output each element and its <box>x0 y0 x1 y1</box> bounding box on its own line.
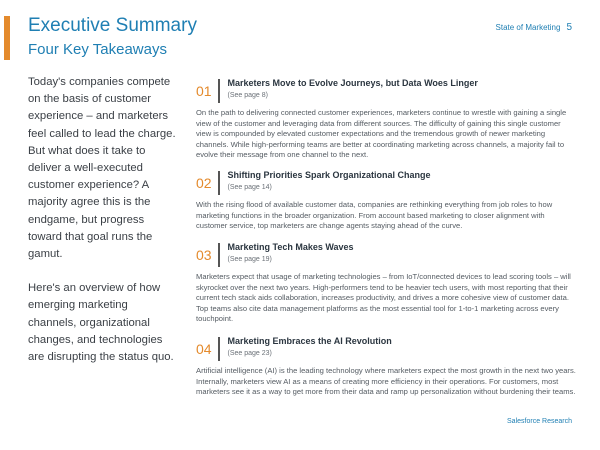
takeaway-body: On the path to delivering connected customer experiences, marketers continue to wrestle with gaining a single view of the customer and leveraging data from different sources. The difficulty of gaining this single customer view is compounded by elevated customer expectations and the tremendous growth of newer marketing channels. While high-performing teams are better at coordinating marketing across channels, a majority fail to evolve their message from one channel to the next. <box>196 108 567 160</box>
page-reference: (See page 14) <box>227 184 272 191</box>
divider <box>218 337 220 361</box>
takeaway-number: 03 <box>196 247 212 263</box>
takeaway-title: Marketers Move to Evolve Journeys, but Data Woes Linger <box>227 78 478 88</box>
takeaway-body: With the rising flood of available customer data, companies are rethinking everything from job roles to how marketing functions in the broader organization. From account based marketing to closer alignment with customer service, top marketers are change agents staying ahead of the curve. <box>196 200 553 231</box>
running-header <box>496 22 572 33</box>
takeaway-number: 01 <box>196 83 212 99</box>
divider <box>218 79 220 103</box>
takeaway-body: Marketers expect that usage of marketing technologies – from IoT/connected devices to lead scoring tools – will skyrocket over the next two years. High-performers tend to be heavier tech users, with most reporting that their current tech stack aids collaboration, increases productivity, and drives a more cohesive view of customer data. Top teams also cite data management platforms as the most essential tool for 1-to-1 marketing across every touchpoint. <box>196 272 571 324</box>
footer-source: Salesforce Research <box>507 418 572 425</box>
takeaway-title: Marketing Embraces the AI Revolution <box>227 336 392 346</box>
takeaway-02 <box>196 170 576 232</box>
divider <box>218 243 220 267</box>
takeaway-body: Artificial intelligence (AI) is the leading technology where marketers expect the most growth in the next two years. Internally, marketers view AI as a means of creating more efficiency in their operations. For customers, most marketers see it as a way to get more from their data and ramp up personalization without burdening their teams. <box>196 366 576 397</box>
takeaway-title: Marketing Tech Makes Waves <box>227 242 354 252</box>
takeaway-01 <box>196 78 576 161</box>
page-title: Executive Summary <box>28 15 197 36</box>
lead-column <box>28 74 178 366</box>
page-number: 5 <box>566 22 572 33</box>
takeaway-number: 04 <box>196 341 212 357</box>
page-reference: (See page 23) <box>227 350 272 357</box>
takeaway-04 <box>196 336 576 398</box>
page-reference: (See page 8) <box>227 92 268 99</box>
document-label: State of Marketing <box>495 23 561 32</box>
lead-paragraph-2: Here's an overview of how emerging marketing channels, organizational changes, and technologies are disrupting the status quo. <box>28 282 174 364</box>
takeaway-03 <box>196 242 576 325</box>
lead-paragraph-1: Today's companies compete on the basis of customer experience – and marketers feel called to lead the charge. But what does it take to deliver a well-executed customer experience? A majority agree this is the endgame, but progress toward that goal runs the gamut. <box>28 76 176 261</box>
accent-bar <box>4 16 10 60</box>
page-reference: (See page 19) <box>227 256 272 263</box>
takeaway-title: Shifting Priorities Spark Organizational Change <box>227 170 431 180</box>
takeaway-number: 02 <box>196 175 212 191</box>
divider <box>218 171 220 195</box>
page-subtitle: Four Key Takeaways <box>28 41 167 58</box>
